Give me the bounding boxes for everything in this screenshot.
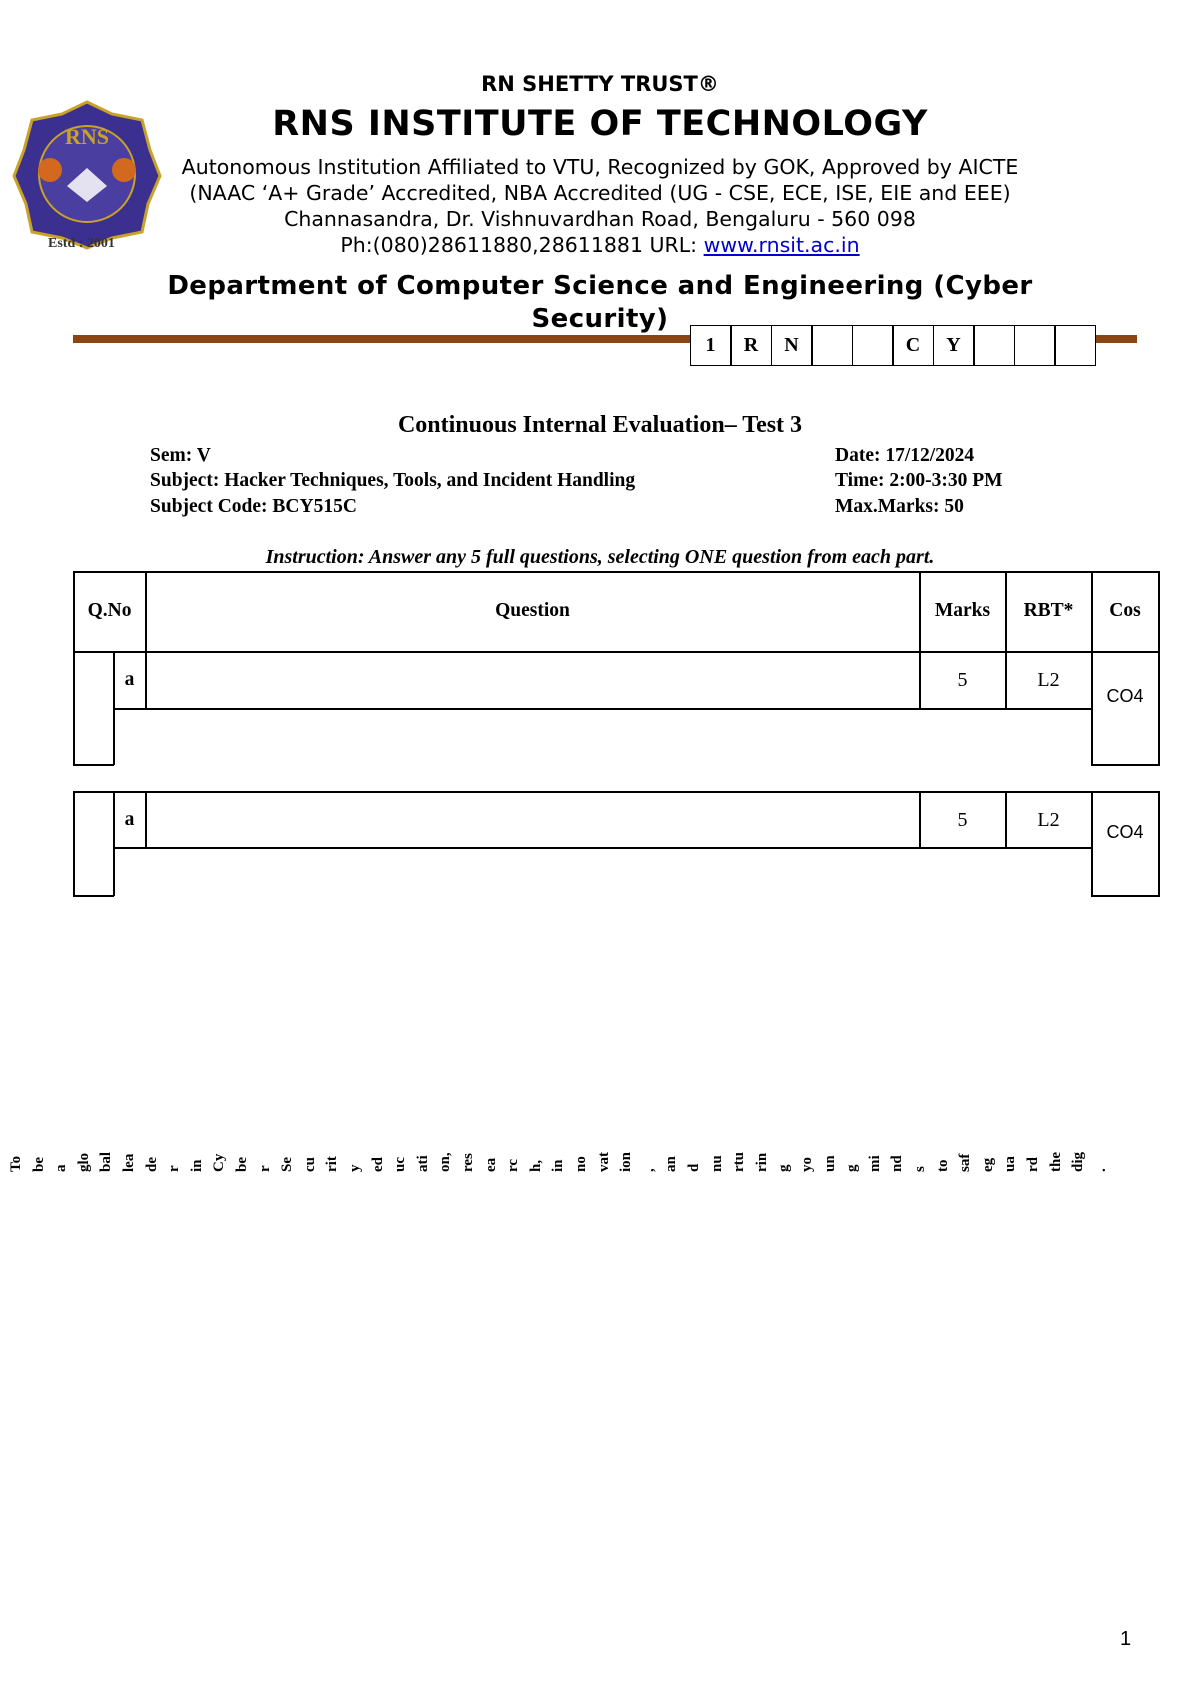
vision-word: ion — [618, 1151, 635, 1172]
header-cos: Cos — [1109, 600, 1141, 621]
usn-box[interactable]: C — [892, 325, 934, 366]
usn-box[interactable]: N — [771, 325, 813, 366]
vision-word: be — [30, 1157, 47, 1172]
vision-word: ea — [482, 1157, 499, 1172]
vision-word: eg — [979, 1157, 996, 1172]
question-rbt: L2 — [1037, 809, 1060, 831]
usn-box[interactable] — [1054, 325, 1096, 366]
vision-word: cu — [301, 1157, 318, 1172]
usn-box[interactable]: Y — [933, 325, 975, 366]
subject-code: Subject Code: BCY515C — [150, 496, 357, 517]
vision-word: un — [821, 1155, 838, 1172]
vision-word: res — [460, 1153, 476, 1172]
header-rbt: RBT* — [1023, 600, 1074, 621]
usn-box[interactable]: R — [730, 325, 772, 366]
question-marks: 5 — [957, 669, 968, 691]
vision-word: in — [188, 1159, 205, 1172]
vision-word: on, — [437, 1152, 454, 1172]
vision-word: lea — [121, 1153, 137, 1172]
vision-word: g — [844, 1164, 861, 1172]
question-co: CO4 — [1106, 822, 1144, 842]
vision-word: , — [640, 1168, 657, 1172]
subquestion-label: a — [124, 809, 135, 830]
vision-statement — [8, 1120, 1118, 1172]
subject-name: Subject: Hacker Techniques, Tools, and Incident Handling — [150, 470, 636, 491]
vision-word: glo — [75, 1152, 92, 1172]
header-marks: Marks — [934, 600, 991, 621]
vision-word: rin — [753, 1152, 770, 1172]
vision-word: to — [934, 1159, 951, 1172]
header-qno: Q.No — [87, 600, 132, 621]
address-line-3: Channasandra, Dr. Vishnuvardhan Road, Bengaluru - 560 098 — [284, 207, 916, 231]
vision-word: r — [166, 1165, 183, 1172]
exam-instruction: Instruction: Answer any 5 full questions, selecting ONE question from each part. — [265, 546, 935, 568]
subquestion-label: a — [124, 669, 135, 690]
page-number: 1 — [1120, 1628, 1132, 1650]
department-title: Department of Computer Science and Engineering (Cyber Security) — [167, 271, 1033, 334]
question-marks: 5 — [957, 809, 968, 831]
address-line-1: Autonomous Institution Affiliated to VTU, Recognized by GOK, Approved by AICTE — [181, 155, 1019, 179]
usn-box[interactable] — [811, 325, 853, 366]
vision-word: bal — [98, 1151, 115, 1172]
max-marks: Max.Marks: 50 — [835, 496, 964, 517]
header-question: Question — [495, 600, 570, 621]
website-link[interactable]: www.rnsit.ac.in — [703, 233, 860, 257]
vision-word: no — [573, 1156, 589, 1172]
vision-word: nd — [889, 1155, 906, 1172]
vision-word: rit — [324, 1156, 341, 1172]
vision-word: yo — [799, 1157, 815, 1172]
vision-word: rc — [505, 1158, 522, 1172]
usn-box[interactable] — [852, 325, 894, 366]
vision-word: ed — [369, 1157, 386, 1172]
vision-word: a — [53, 1164, 70, 1172]
vision-word: To — [8, 1155, 24, 1172]
question-rbt: L2 — [1037, 669, 1060, 691]
vision-word: dig — [1070, 1151, 1087, 1172]
vision-word: nu — [708, 1155, 725, 1172]
usn-boxes[interactable] — [691, 325, 1096, 366]
vision-word: r — [256, 1165, 273, 1172]
exam-time: Time: 2:00-3:30 PM — [835, 470, 1003, 491]
vision-word: rtu — [731, 1152, 748, 1172]
vision-word: . — [1092, 1168, 1109, 1172]
vision-word: s — [912, 1166, 928, 1172]
address-line-2: (NAAC ‘A+ Grade’ Accredited, NBA Accredited (UG - CSE, ECE, ISE, EIE and EEE) — [189, 181, 1011, 205]
logo-text: RNS — [64, 124, 110, 149]
logo-estd: Estd : 2001 — [48, 236, 115, 251]
usn-box[interactable]: 1 — [690, 325, 732, 366]
exam-title: Continuous Internal Evaluation– Test 3 — [397, 412, 803, 438]
vision-word: ati — [414, 1155, 431, 1172]
vision-word: de — [143, 1157, 160, 1172]
vision-word: h, — [527, 1159, 544, 1172]
vision-word: d — [686, 1163, 702, 1172]
vision-word: g — [776, 1164, 793, 1172]
question-co: CO4 — [1106, 686, 1144, 706]
usn-box[interactable] — [1014, 325, 1056, 366]
vision-word: an — [663, 1156, 680, 1172]
vision-word: ua — [1002, 1156, 1019, 1172]
vision-word: mi — [866, 1155, 883, 1172]
vision-word: y — [347, 1164, 363, 1172]
phone-text: Ph:(080)28611880,28611881 URL: — [340, 233, 704, 257]
usn-box[interactable] — [973, 325, 1015, 366]
vision-word: saf — [957, 1153, 974, 1172]
vision-word: in — [550, 1159, 567, 1172]
vision-word: Cy — [211, 1153, 228, 1172]
vision-word: rd — [1025, 1157, 1041, 1172]
semester: Sem: V — [150, 445, 211, 466]
exam-date: Date: 17/12/2024 — [835, 445, 975, 466]
trust-name: RN SHETTY TRUST® — [481, 72, 719, 96]
vision-word: vat — [595, 1152, 612, 1172]
institute-name: RNS INSTITUTE OF TECHNOLOGY — [272, 104, 928, 144]
vision-word: be — [234, 1157, 250, 1172]
contact-line — [100, 232, 1100, 258]
vision-word: the — [1047, 1152, 1064, 1172]
vision-word: uc — [392, 1157, 409, 1172]
vision-word: Se — [279, 1157, 296, 1172]
